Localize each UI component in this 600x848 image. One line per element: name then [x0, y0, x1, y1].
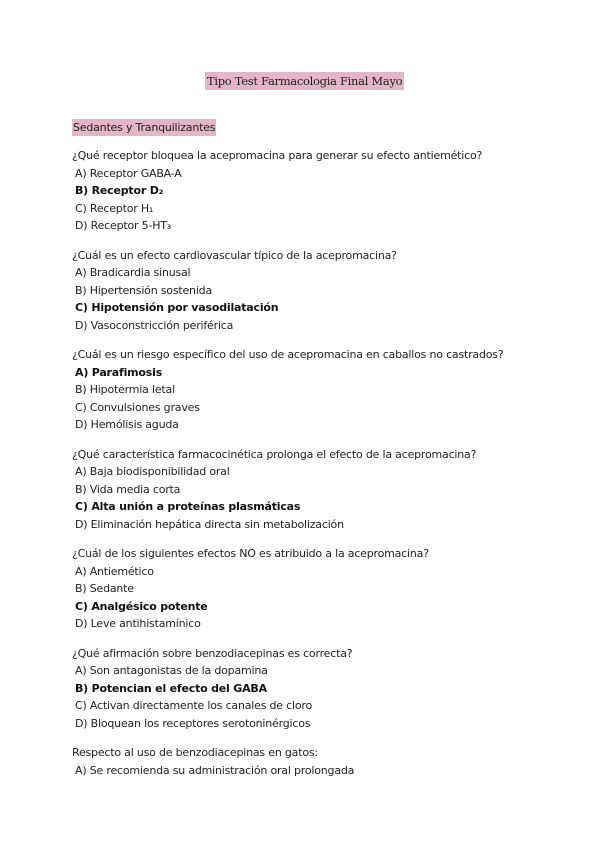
question-block [72, 148, 572, 236]
answer-option: D) Vasoconstricción periférica [75, 318, 234, 332]
answer-option: D) Eliminación hepática directa sin metabolización [75, 517, 344, 531]
question-block [72, 248, 572, 336]
answer-option: A) Son antagonistas de la dopamina [75, 664, 268, 677]
question-block [72, 546, 572, 634]
answer-option: A) Receptor GABA-A [75, 166, 182, 180]
question-block [72, 646, 572, 734]
question-text: Respecto al uso de benzodiacepinas en gatos: [72, 746, 318, 759]
answer-option-correct: A) Parafimosis [75, 365, 163, 379]
answer-option: A) Se recomienda su administración oral prolongada [75, 763, 355, 777]
answer-option-correct: C) Analgésico potente [75, 599, 208, 613]
question-text: ¿Cuál es un riesgo específico del uso de acepromacina en caballos no castrados? [72, 348, 504, 361]
answer-option-correct: C) Hipotensión por vasodilatación [75, 301, 279, 314]
answer-option: C) Convulsiones graves [75, 400, 200, 414]
answer-option: A) Antiemético [75, 564, 154, 578]
answer-option: B) Hipertensión sostenida [75, 283, 212, 297]
question-block [72, 745, 572, 780]
answer-option: C) Activan directamente los canales de cloro [75, 699, 313, 712]
answer-option-correct: B) Receptor D₂ [75, 184, 164, 197]
question-list [72, 148, 572, 792]
page-title: Tipo Test Farmacologia Final Mayo [207, 74, 403, 88]
question-text: ¿Cuál es un efecto cardiovascular típico de la acepromacina? [72, 248, 397, 262]
answer-option-correct: B) Potencian el efecto del GABA [75, 681, 267, 695]
answer-option: B) Hipotermia letal [75, 383, 175, 396]
answer-option: C) Receptor H₁ [75, 201, 154, 215]
answer-option: D) Leve antihistamínico [75, 617, 201, 630]
answer-option: D) Bloquean los receptores serotoninérgicos [75, 716, 311, 730]
question-text: ¿Qué receptor bloquea la acepromacina para generar su efecto antiemético? [72, 149, 483, 162]
answer-option: B) Vida media corta [75, 482, 181, 496]
answer-option: A) Baja biodisponibilidad oral [75, 465, 230, 478]
question-text: ¿Cuál de los siguientes efectos NO es atribuido a la acepromacina? [72, 547, 429, 560]
question-block [72, 347, 572, 435]
question-text: ¿Qué característica farmacocinética prolonga el efecto de la acepromacina? [72, 447, 477, 461]
answer-option: D) Hemólisis aguda [75, 418, 179, 431]
question-block [72, 447, 572, 535]
answer-option: B) Sedante [75, 582, 134, 595]
answer-option-correct: C) Alta unión a proteínas plasmáticas [75, 500, 301, 513]
question-text: ¿Qué afirmación sobre benzodiacepinas es correcta? [72, 646, 353, 660]
answer-option: D) Receptor 5-HT₃ [75, 219, 172, 232]
answer-option: A) Bradicardia sinusal [75, 266, 191, 279]
section-heading: Sedantes y Tranquilizantes [73, 121, 216, 134]
